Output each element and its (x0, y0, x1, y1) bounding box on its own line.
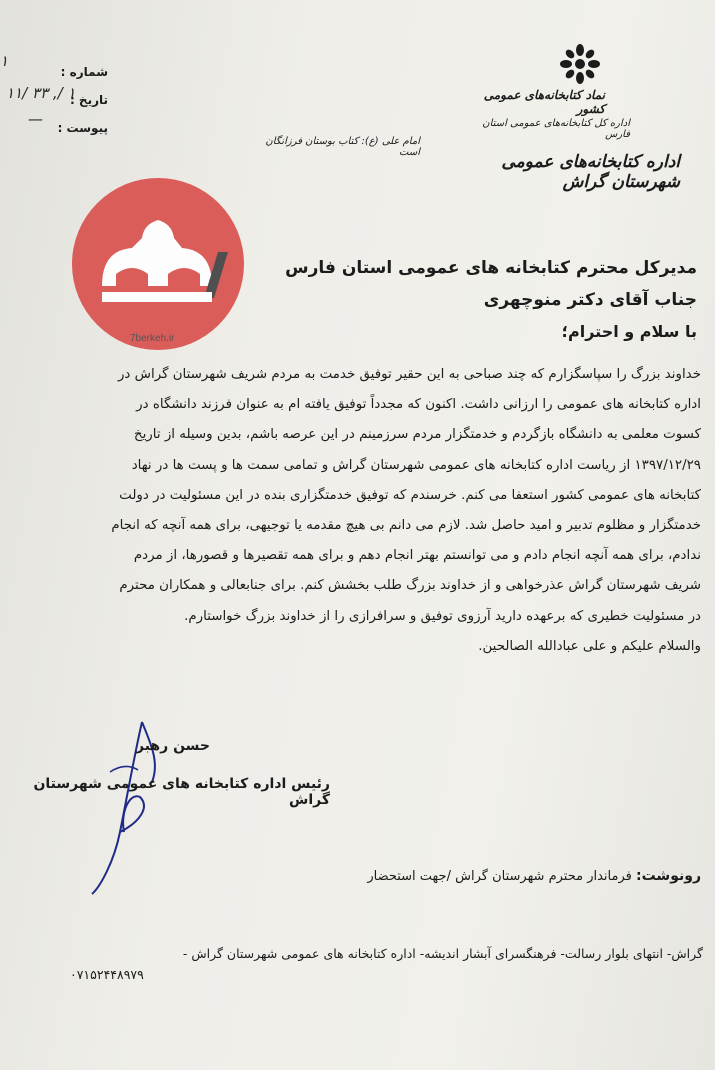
org-line-3: اداره کتابخانه‌های عمومی شهرستان گراش (501, 152, 680, 192)
library-emblem-icon (552, 44, 608, 90)
watermark-url: 7berkeh.ir (130, 333, 175, 344)
body-line: اداره کتابخانه های عمومی را ارزانی داشت. اکنون که مجدداً توفیق یافته ام به عنوان فرزند دانشگاه در (136, 397, 701, 413)
body-line: والسلام علیکم و علی عبادالله الصالحین. (478, 638, 701, 654)
signer-name: حسن رهبر (136, 738, 210, 754)
number-label: شماره : (60, 65, 108, 79)
body-line: در مسئولیت خطیری که برعهده دارید آرزوی توفیق و سرافرازی را از خداوند بزرگ خواستارم. (184, 608, 701, 624)
footer-phone: ۰۷۱۵۲۴۴۸۹۷۹ (70, 967, 144, 982)
body-line: کسوت معلمی به دانشگاه بازگردم و خدمتگزار مردم سرزمینم در این عرصه باشم، بدین وسیله از تاریخ (133, 427, 701, 443)
body-line: شریف شهرستان گراش عذرخواهی و از خداوند بزرگ طلب بخشش کنم. برای جنابعالی و همکاران محترم (119, 578, 701, 594)
recipient-title: مدیرکل محترم کتابخانه های عمومی استان فارس (285, 258, 697, 278)
org-line-1: نماد کتابخانه‌های عمومی کشور (483, 88, 605, 116)
cc-block (341, 868, 701, 884)
body-line: خداوند بزرگ را سپاسگزارم که چند صباحی به این حقیر توفیق خدمت به مردم شریف شهرستان گراش در (117, 367, 701, 382)
number-value: ۱ (0, 52, 9, 70)
recipient-name: جناب آقای دکتر منوچهری (483, 290, 697, 310)
header-quote: امام علی (ع): کتاب بوستان فرزانگان است (265, 136, 420, 158)
letter-body (11, 360, 701, 662)
attachment-value: — (28, 110, 43, 128)
date-label: تاریخ : (69, 93, 108, 107)
body-line: خدمتگزار و مظلوم تدبیر و امید حاصل شد. لازم می دانم بی هیچ مقدمه یا توجیهی، برای همه آنچه که انجام (111, 518, 701, 534)
cc-label: رونوشت: (636, 868, 701, 884)
greeting: با سلام و احترام؛ (561, 322, 697, 341)
attachment-label: پیوست : (57, 121, 108, 135)
footer-address: گراش- انتهای بلوار رسالت- فرهنگسرای آبشار اندیشه- اداره کتابخانه های عمومی شهرستان گراش - (182, 946, 703, 961)
cc-text: فرماندار محترم شهرستان گراش /جهت استحضار (367, 869, 632, 884)
org-line-2: اداره کل کتابخانه‌های عمومی استان فارس (482, 118, 630, 140)
body-line: ندادم، برای همه آنچه انجام دادم و می توانستم بهتر انجام دهم و برای همه تقصیرها و قصورها، از مردم (133, 548, 701, 564)
body-line: کتابخانه های عمومی کشور استعفا می کنم. خرسندم که توفیق خدمتگزاری بنده در این مسئولیت در دولت (119, 487, 701, 503)
body-line: ۱۳۹۷/۱۲/۲۹ از ریاست اداره کتابخانه های عمومی شهرستان گراش و تمامی سمت ها و پست ها در نهاد (131, 457, 701, 473)
date-value: ۱۱/ ۳۳ ,/ ۱ (6, 84, 76, 102)
signer-title: رئیس اداره کتابخانه های عمومی شهرستان گراش (33, 776, 330, 808)
